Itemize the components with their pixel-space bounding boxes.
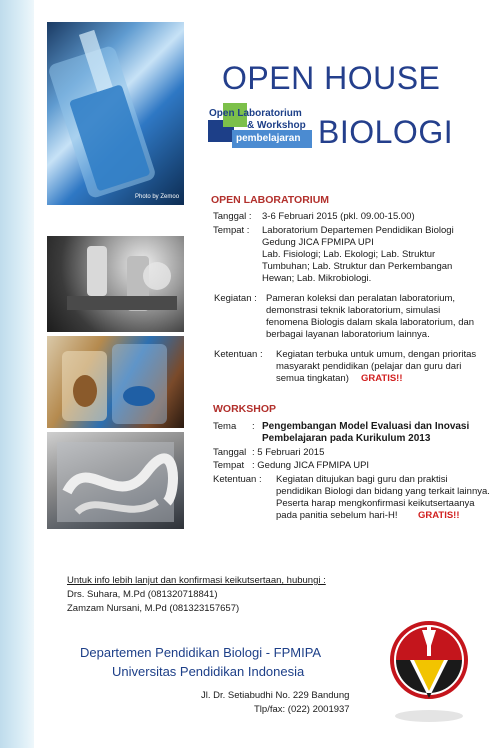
open-lab-tempat-line: Laboratorium Departemen Pendidikan Biologi <box>262 225 454 236</box>
subtitle-workshop: & Workshop <box>247 120 306 131</box>
open-lab-tempat-label: Tempat : <box>213 225 250 236</box>
footer-department: Departemen Pendidikan Biologi - FPMIPA <box>80 645 322 660</box>
contact-person-2: Zamzam Nursani, M.Pd (081323157657) <box>67 603 240 614</box>
workshop-gratis-badge: GRATIS!! <box>418 510 460 521</box>
open-lab-tanggal-label: Tanggal : <box>213 211 252 222</box>
workshop-tempat-value: : Gedung JICA FPMIPA UPI <box>252 460 370 471</box>
workshop-ketentuan-line: Kegiatan ditujukan bagi guru dan praktisi <box>276 474 448 485</box>
open-lab-tempat-line: Tumbuhan; Lab. Struktur dan Perkembangan <box>262 261 453 272</box>
photo-glassware <box>47 22 184 205</box>
photo-preserved-specimens <box>47 432 184 529</box>
subtitle-open-laboratorium: Open Laboratorium <box>209 108 302 119</box>
workshop-ketentuan-label: Ketentuan : <box>213 474 262 485</box>
specimens-illustration <box>47 432 184 529</box>
title-open-house: OPEN HOUSE <box>222 60 441 96</box>
jars-illustration <box>47 336 184 428</box>
upi-logo-icon <box>386 616 472 726</box>
open-lab-ketentuan-line: Kegiatan terbuka untuk umum, dengan prioritas <box>276 349 477 360</box>
workshop-tema-label: Tema <box>213 421 237 432</box>
workshop-tanggal-label: Tanggal <box>213 447 247 458</box>
open-lab-tanggal-value: 3-6 Februari 2015 (pkl. 09.00-15.00) <box>262 211 415 222</box>
photo-microscope <box>47 236 184 332</box>
workshop-heading: WORKSHOP <box>213 403 276 415</box>
open-lab-kegiatan-line: fenomena Biologis dalam skala laboratorium, dan <box>266 317 475 328</box>
photo-specimen-jars <box>47 336 184 428</box>
photo-credit: Photo by Zemoo <box>135 194 180 200</box>
open-lab-ketentuan-line: masyarakt pendidikan (pelajar dan guru dari <box>276 361 462 372</box>
open-lab-kegiatan-line: Pameran koleksi dan peralatan laboratorium, <box>266 293 456 304</box>
open-lab-kegiatan-label: Kegiatan : <box>214 293 257 304</box>
open-lab-tempat-line: Hewan; Lab. Mikrobiologi. <box>262 273 372 284</box>
workshop-tema-line: Pengembangan Model Evaluasi dan Inovasi <box>262 421 470 432</box>
contact-person-1: Drs. Suhara, M.Pd (081320718841) <box>67 589 218 600</box>
workshop-tempat-label: Tempat <box>213 460 245 471</box>
title-biologi: BIOLOGI <box>318 114 454 150</box>
open-lab-ketentuan-label: Ketentuan : <box>214 349 263 360</box>
footer-phone: Tlp/fax: (022) 2001937 <box>254 704 350 715</box>
footer-address: Jl. Dr. Setiabudhi No. 229 Bandung <box>201 690 350 701</box>
glassware-illustration <box>47 22 184 205</box>
subtitle-pembelajaran: pembelajaran <box>236 133 301 144</box>
workshop-ketentuan-line: pendidikan Biologi dan bidang yang terkait lainnya. <box>276 486 490 497</box>
workshop-ketentuan-line: pada panitia sebelum hari-H! <box>276 510 398 521</box>
open-lab-kegiatan-line: demonstrasi teknik laboratorium, simulasi <box>266 305 441 316</box>
footer-university: Universitas Pendidikan Indonesia <box>112 664 305 679</box>
workshop-tanggal-value: : 5 Februari 2015 <box>252 447 325 458</box>
open-lab-heading: OPEN LABORATORIUM <box>211 194 330 206</box>
contact-intro: Untuk info lebih lanjut dan konfirmasi keikutsertaan, hubungi : <box>67 575 326 586</box>
workshop-tema-colon: : <box>252 421 255 432</box>
open-lab-gratis-badge: GRATIS!! <box>361 373 403 384</box>
microscope-illustration <box>47 236 184 332</box>
workshop-tema-line: Pembelajaran pada Kurikulum 2013 <box>262 433 431 444</box>
open-lab-tempat-line: Gedung JICA FPMIPA UPI <box>262 237 374 248</box>
open-lab-tempat-line: Lab. Fisiologi; Lab. Ekologi; Lab. Struktur <box>262 249 436 260</box>
open-lab-kegiatan-line: berbagai layanan laboratorium lainnya. <box>266 329 430 340</box>
sidebar-stripe <box>0 0 34 748</box>
workshop-ketentuan-line: Peserta harap mengkonfirmasi keikutsertaanya <box>276 498 475 509</box>
open-lab-ketentuan-line: semua tingkatan) <box>276 373 349 384</box>
